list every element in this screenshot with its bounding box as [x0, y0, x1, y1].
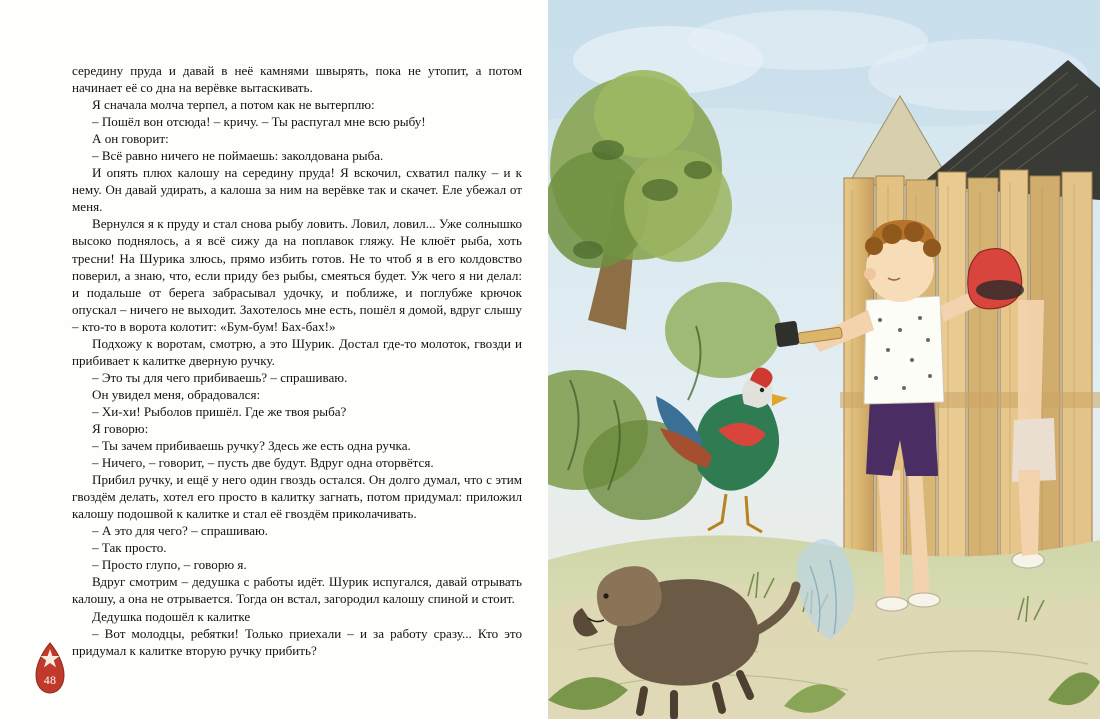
- paragraph: Дедушка подошёл к калитке: [92, 608, 251, 624]
- paragraph: – Пошёл вон отсюда! – кричу. – Ты распугал мне всю рыбу!: [92, 114, 426, 130]
- left-text-page: [0, 0, 548, 719]
- paragraph: – Просто глупо, – говорю я.: [92, 557, 247, 573]
- paragraph: – Вот молодцы, ребятки! Только приехали – и за работу сразу... Кто это придумал к калитке вторую ручку прибить?: [72, 625, 522, 658]
- paragraph: – Ничего, – говорит, – пусть две будут. Вдруг одна оторвётся.: [92, 455, 434, 471]
- right-illustration-page: [548, 0, 1100, 719]
- watercolor-illustration-icon: [548, 0, 1100, 719]
- paragraph: – Всё равно ничего не поймаешь: заколдована рыба.: [92, 148, 384, 164]
- paragraph: Прибил ручку, и ещё у него один гвоздь остался. Он долго думал, что с этим гвоздём делать, хотел его просто в калитку загнать, потом придумал: приложил калошу подошвой к калитке и стал её гвоздём приколачивать.: [72, 472, 522, 522]
- paragraph: – Это ты для чего прибиваешь? – спрашиваю.: [92, 369, 348, 385]
- paragraph: Подхожу к воротам, смотрю, а это Шурик. Достал где-то молоток, гвозди и прибивает к калитке дверную ручку.: [72, 335, 522, 368]
- page-number: 48: [43, 673, 57, 687]
- paragraph: А он говорит:: [92, 131, 169, 147]
- paragraph: Я говорю:: [92, 420, 149, 436]
- paragraph: – Так просто.: [92, 540, 167, 556]
- body-text-column: [72, 62, 522, 659]
- paragraph: – А это для чего? – спрашиваю.: [92, 523, 269, 539]
- paragraph: Вернулся я к пруду и стал снова рыбу ловить. Ловил, ловил... Уже солнышко высоко поднялось, а я всё сижу да на поплавок гляжу. Не клюёт рыба, хоть тресни! На Шурика злюсь, прямо избить готов. Не то чтоб я в его колдовство поверил, а знаю, что, если приду без рыбы, смеяться будет. Уж чего я ни делал: и подальше от берега забрасывал удочку, и поближе, и поглубже крючок опускал – ничего не выходит. Захотелось мне есть, пошёл я домой, вдруг слышу – кто-то в ворота колотит: «Бум-бум! Бах-бах!»: [72, 216, 522, 334]
- paragraph: Вдруг смотрим – дедушка с работы идёт. Шурик испугался, давай отрывать калошу, а она не отрывается. Тогда он встал, загородил калошу спиной и стоит.: [72, 574, 522, 607]
- paragraph: – Хи-хи! Рыболов пришёл. Где же твоя рыба?: [92, 403, 347, 419]
- paragraph: – Ты зачем прибиваешь ручку? Здесь же есть одна ручка.: [92, 438, 411, 454]
- paragraph: середину пруда и давай в неё камнями швырять, пока не утопит, а потом начинает её со дна на верёвке вытаскивать.: [72, 63, 522, 96]
- paragraph: Он увидел меня, обрадовался:: [92, 386, 261, 402]
- page-number-badge: [30, 641, 70, 695]
- paragraph: Я сначала молча терпел, а потом как не вытерплю:: [92, 97, 375, 113]
- paragraph: И опять плюх калошу на середину пруда! Я вскочил, схватил палку – и к нему. Он давай удирать, а калоша за ним на верёвке так и скачет. Еле убежал от меня.: [72, 165, 522, 215]
